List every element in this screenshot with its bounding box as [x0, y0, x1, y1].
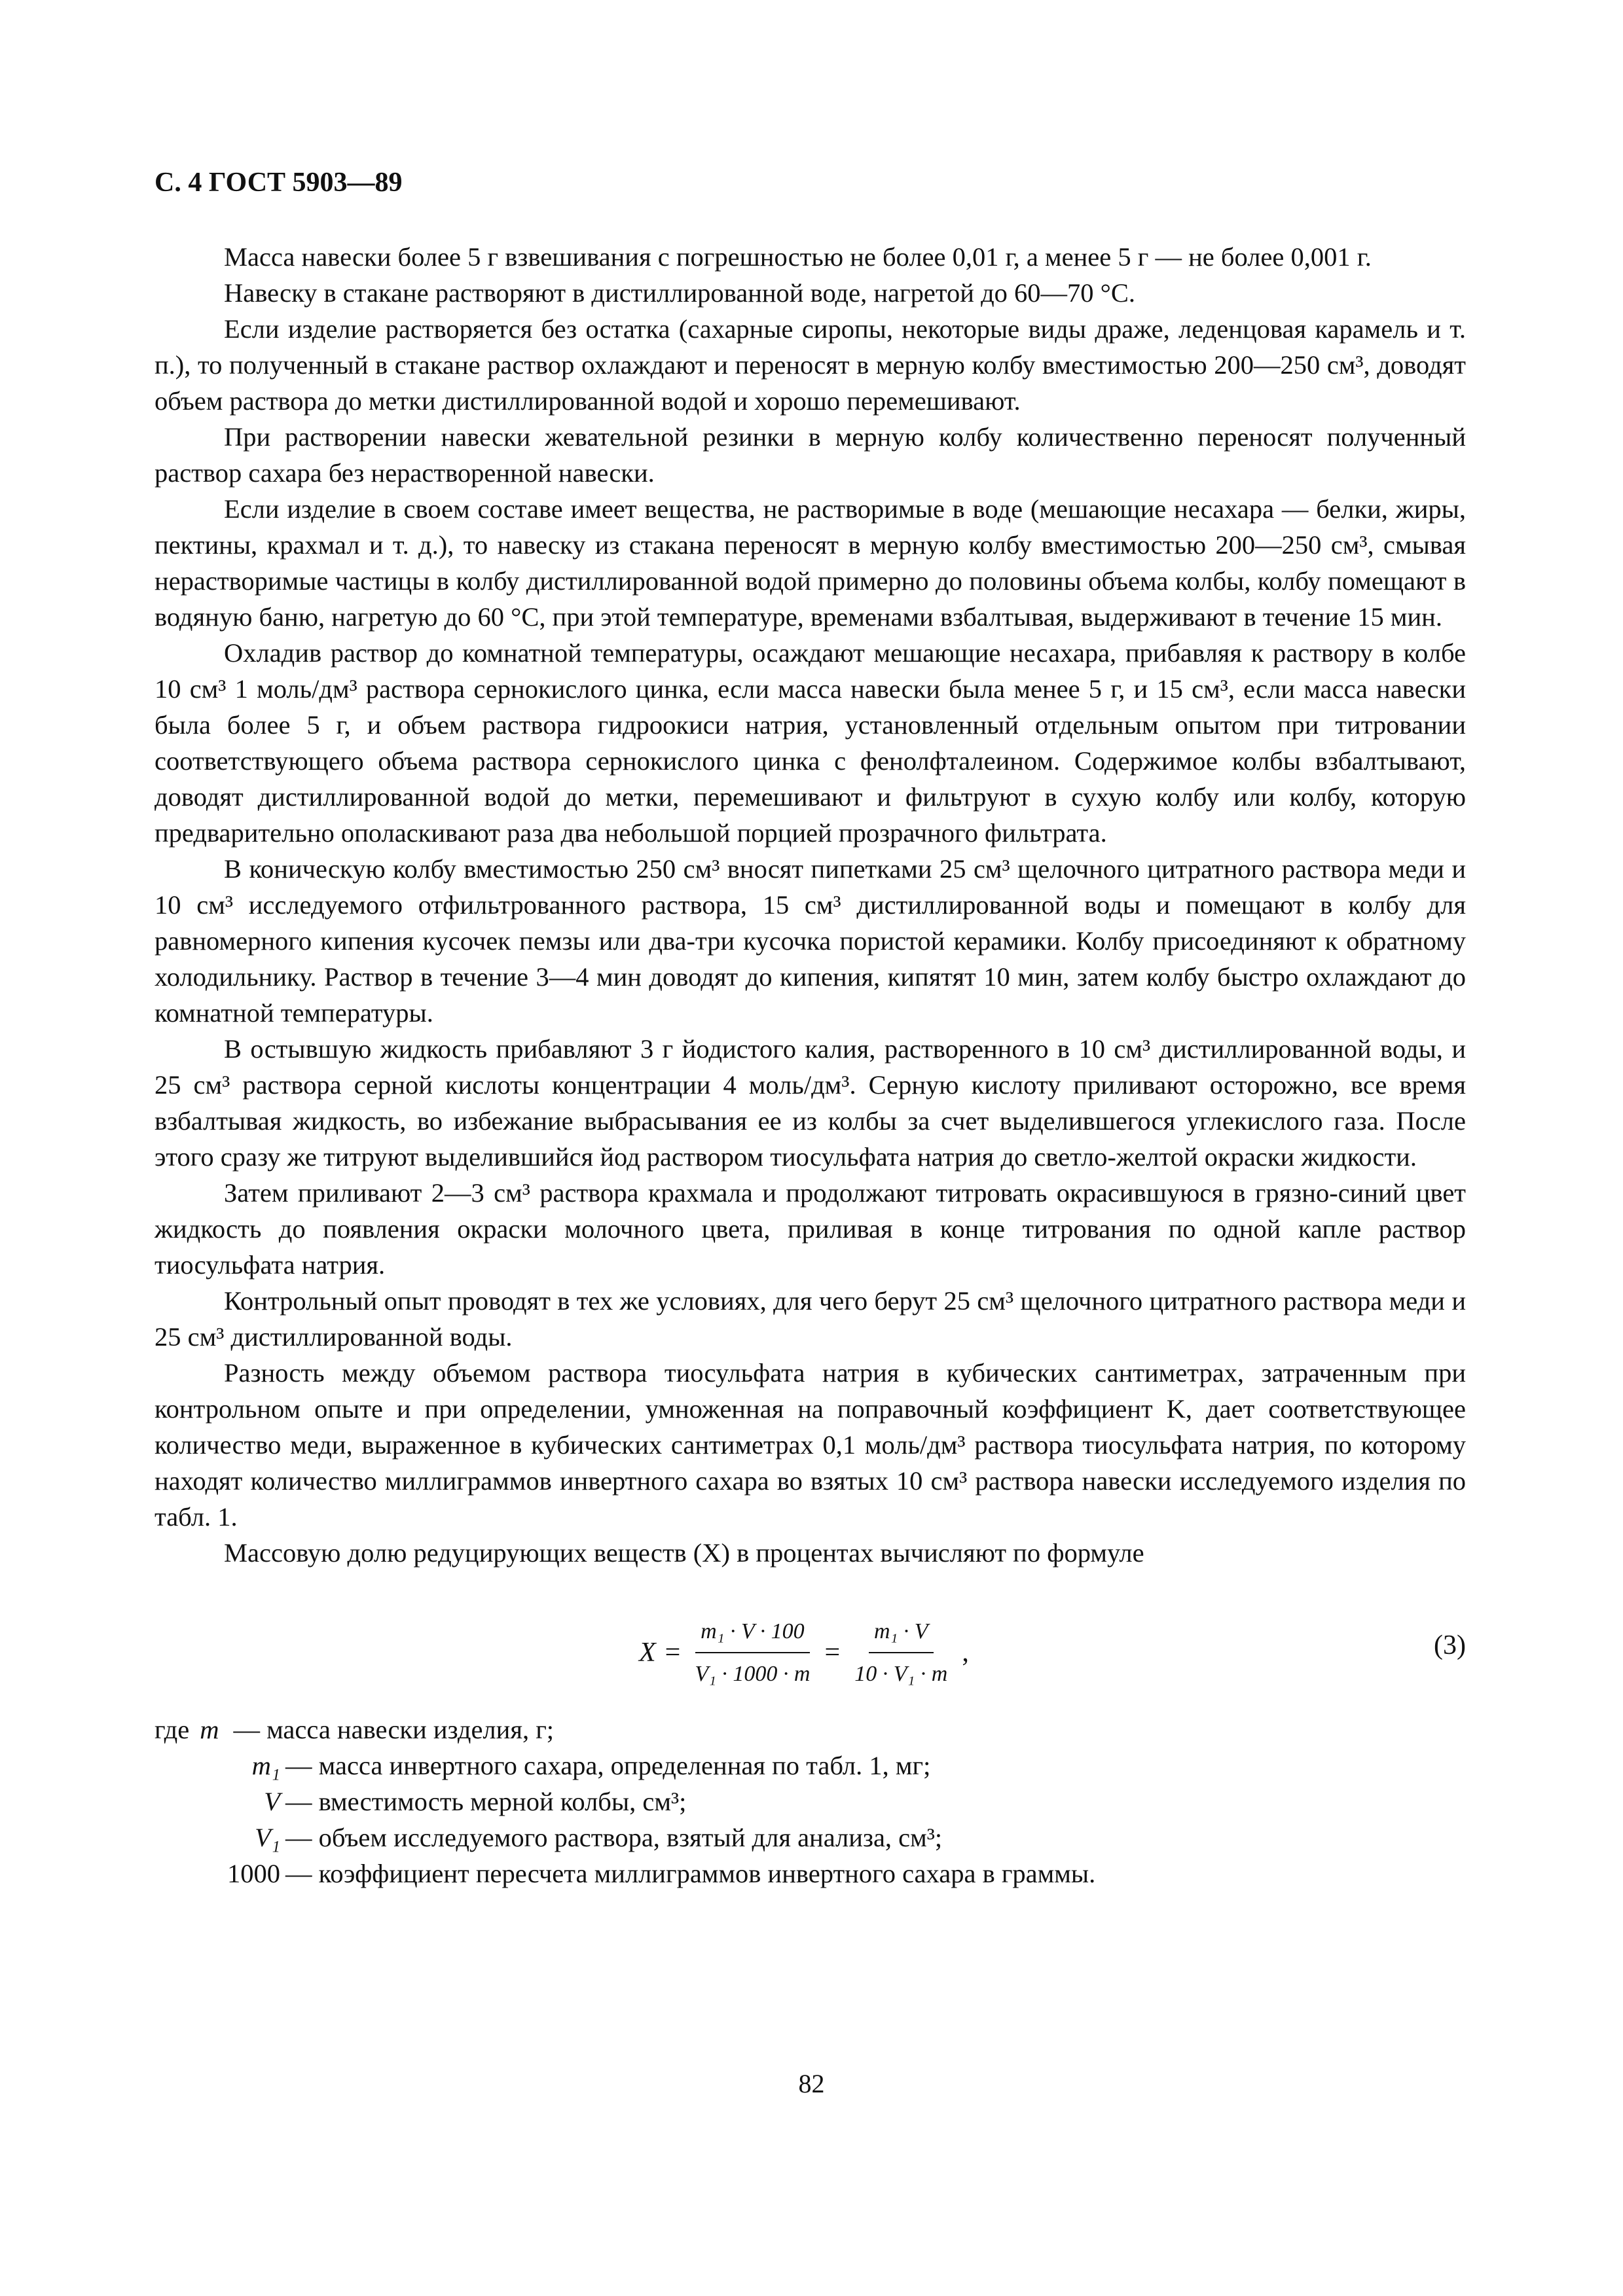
- definition-text: — коэффициент пересчета миллиграммов инвертного сахара в граммы.: [285, 1859, 1096, 1888]
- definition-item: [155, 1748, 1466, 1784]
- fraction-denominator: 10 · V₁ · m: [854, 1662, 948, 1686]
- definition-symbol: m: [200, 1715, 219, 1744]
- fraction-denominator: V₁ · 1000 · m: [695, 1662, 811, 1686]
- formula-lhs: X: [639, 1637, 656, 1668]
- paragraph: Охладив раствор до комнатной температуры, осаждают мешающие несахара, прибавляя к раствору в колбе 10 см³ 1 моль/дм³ раствора сернокислого цинка, если масса навески была менее 5 г, и 15 см³, если масса навески была более 5 г, и объем раствора гидроокиси натрия, установленный отдельным опытом при титровании соответствующего объема раствора сернокислого цинка с фенолфталеином. Содержимое колбы взбалтывают, доводят дистиллированной водой до метки, перемешивают и фильтруют в сухую колбу или колбу, которую предварительно ополаскивают раза два небольшой порцией прозрачного фильтрата.: [155, 638, 1466, 848]
- definition-prefix: где: [155, 1715, 190, 1744]
- paragraph: В остывшую жидкость прибавляют 3 г йодистого калия, растворенного в 10 см³ дистиллированной воды, и 25 см³ раствора серной кислоты концентрации 4 моль/дм³. Серную кислоту приливают осторожно, все время взбалтывая жидкость, во избежание выбрасывания ее из колбы за счет выделившегося углекислого газа. После этого сразу же титруют выделившийся йод раствором тиосульфата натрия до светло-желтой окраски жидкости.: [155, 1034, 1466, 1172]
- formula-row: [155, 1600, 1466, 1685]
- formula-comma: ,: [962, 1637, 969, 1668]
- definition-text: — масса навески изделия, г;: [233, 1715, 555, 1744]
- definition-item: [155, 1784, 1466, 1820]
- page-number: 82: [798, 2069, 825, 2098]
- formula-fraction-2: [849, 1613, 953, 1692]
- paragraph: Навеску в стакане растворяют в дистиллированной воде, нагретой до 60—70 °С.: [224, 278, 1136, 308]
- formula-equals: =: [665, 1637, 681, 1668]
- formula-equals: =: [824, 1637, 841, 1668]
- fraction-numerator: m₁ · V · 100: [695, 1613, 810, 1653]
- definition-symbol: V₁: [255, 1823, 280, 1852]
- definition-item: [155, 1820, 1466, 1856]
- paragraph: При растворении навески жевательной резинки в мерную колбу количественно переносят полученный раствор сахара без нерастворенной навески.: [155, 422, 1466, 488]
- definition-symbol: m₁: [251, 1751, 280, 1780]
- formula: [639, 1613, 978, 1692]
- equation-number: (3): [1434, 1630, 1466, 1660]
- definition-symbol: 1000: [227, 1859, 280, 1888]
- definition-text: — вместимость мерной колбы, см³;: [285, 1787, 687, 1816]
- definition-symbol: V: [264, 1787, 280, 1816]
- paragraph: В коническую колбу вместимостью 250 см³ вносят пипетками 25 см³ щелочного цитратного раствора меди и 10 см³ исследуемого отфильтрованного раствора, 15 см³ дистиллированной воды и помещают в колбу для равномерного кипения кусочек пемзы или два-три кусочка пористой керамики. Колбу присоединяют к обратному холодильнику. Раствор в течение 3—4 мин доводят до кипения, кипятят 10 мин, затем колбу быстро охлаждают до комнатной температуры.: [155, 854, 1466, 1028]
- paragraph: Масса навески более 5 г взвешивания с погрешностью не более 0,01 г, а менее 5 г — не более 0,001 г.: [224, 242, 1372, 272]
- paragraph: Разность между объемом раствора тиосульфата натрия в кубических сантиметрах, затраченным при контрольном опыте и при определении, умноженная на поправочный коэффициент K, дает соответствующее количество меди, выраженное в кубических сантиметрах 0,1 моль/дм³ раствора тиосульфата натрия, по которому находят количество миллиграммов инвертного сахара во взятых 10 см³ раствора навески исследуемого изделия по табл. 1.: [155, 1358, 1466, 1532]
- paragraph: Затем приливают 2—3 см³ раствора крахмала и продолжают титровать окрасившуюся в грязно-синий цвет жидкость до появления окраски молочного цвета, приливая в конце титрования по одной капле раствор тиосульфата натрия.: [155, 1178, 1466, 1280]
- definition-text: — масса инвертного сахара, определенная по табл. 1, мг;: [285, 1751, 931, 1780]
- formula-fraction-1: [689, 1613, 815, 1692]
- definition-item: [155, 1712, 1466, 1748]
- paragraph: Контрольный опыт проводят в тех же условиях, для чего берут 25 см³ щелочного цитратного раствора меди и 25 см³ дистиллированной воды.: [155, 1286, 1466, 1352]
- definition-text: — объем исследуемого раствора, взятый для анализа, см³;: [285, 1823, 943, 1852]
- definitions-list: [155, 1712, 1466, 1892]
- paragraph: Если изделие в своем составе имеет вещества, не растворимые в воде (мешающие несахара — белки, жиры, пектины, крахмал и т. д.), то навеску из стакана переносят в мерную колбу вместимостью 200—250 см³, смывая нерастворимые частицы в колбу дистиллированной водой примерно до половины объема колбы, колбу помещают в водяную баню, нагретую до 60 °С, при этой температуре, временами взбалтывая, выдерживают в течение 15 мин.: [155, 494, 1466, 632]
- fraction-numerator: m₁ · V: [869, 1613, 934, 1653]
- paragraph: Если изделие растворяется без остатка (сахарные сиропы, некоторые виды драже, леденцовая карамель и т. п.), то полученный в стакане раствор охлаждают и переносят в мерную колбу вместимостью 200—250 см³, доводят объем раствора до метки дистиллированной водой и хорошо перемешивают.: [155, 314, 1466, 416]
- definition-item: [155, 1856, 1466, 1892]
- page-header: С. 4 ГОСТ 5903—89: [155, 168, 403, 198]
- document-body: [155, 239, 1466, 1892]
- paragraph: Массовую долю редуцирующих веществ (X) в процентах вычисляют по формуле: [224, 1538, 1144, 1568]
